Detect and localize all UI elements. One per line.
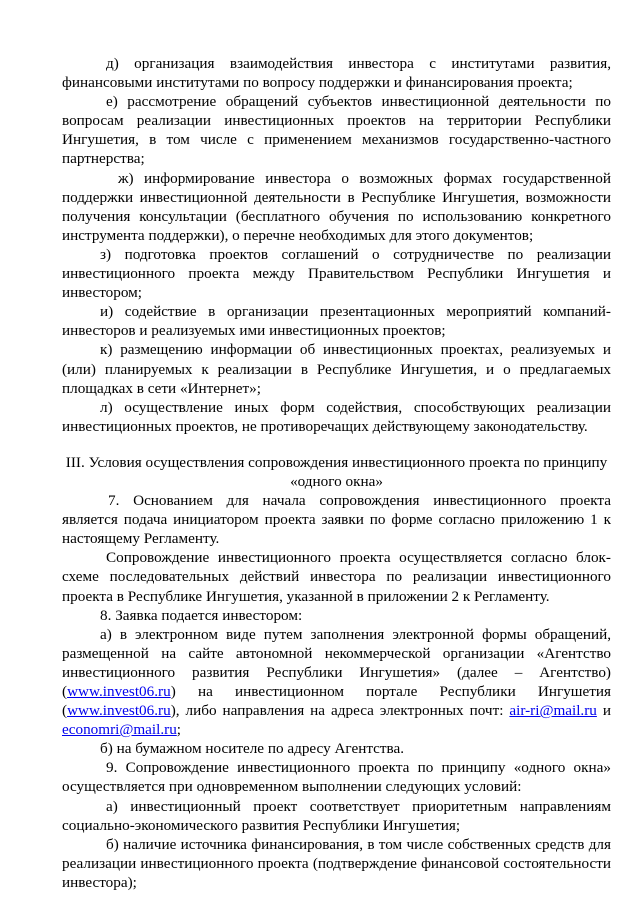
list-item-l: л) осуществление иных форм содействия, способствующих реализации инвестиционных проектов, не противоречащих действующему законодательству. bbox=[62, 398, 611, 435]
document-page bbox=[62, 54, 611, 892]
section-heading: III. Условия осуществления сопровождения инвестиционного проекта по принципу «одного окна» bbox=[65, 453, 608, 490]
paragraph-8: 8. Заявка подается инвестором: bbox=[100, 606, 303, 624]
paragraph-8a-text-3: ), либо направления на адреса электронных почт: bbox=[170, 702, 510, 720]
invest06-link-1[interactable]: www.invest06.ru bbox=[67, 683, 171, 700]
email-link-air-ri[interactable]: air-ri@mail.ru bbox=[509, 702, 597, 720]
paragraph-8a-text-5: ; bbox=[176, 721, 182, 739]
paragraph-9b: б) наличие источника финансирования, в том числе собственных средств для реализации инвестиционного проекта (подтверждение финансовой состоятельности инвестора); bbox=[62, 835, 611, 891]
list-item-i: и) содействие в организации презентационных мероприятий компаний-инвесторов и реализуемых ими инвестиционных проектов; bbox=[62, 303, 611, 340]
list-item-k: к) размещению информации об инвестиционных проектах, реализуемых и (или) планируемых к реализации в Республике Ингушетия, и о предлагаемых площадках в сети «Интернет»; bbox=[62, 341, 611, 397]
paragraph-8a-text-1: а) в электронном виде путем заполнения электронной формы обращений, размещенной на сайте автономной некоммерческой организации «Агентство инвестиционного развития Республики Ингушетия» (далее – Агентство) ( bbox=[62, 625, 611, 700]
paragraph-9: 9. Сопровождение инвестиционного проекта по принципу «одного окна» осуществляется при одновременном выполнении следующих условий: bbox=[62, 759, 611, 796]
list-item-d: д) организация взаимодействия инвестора с институтами развития, финансовыми институтами по вопросу поддержки и финансирования проекта; bbox=[62, 55, 611, 92]
list-item-e: е) рассмотрение обращений субъектов инвестиционной деятельности по вопросам реализации инвестиционных проектов на территории Республики Ингушетия, в том числе с применением механизмов государственно-частного партнерства; bbox=[62, 93, 611, 168]
paragraph-7-continued: Сопровождение инвестиционного проекта осуществляется согласно блок-схеме последовательных действий инвестора по реализации инвестиционного проекта в Республике Ингушетия, указанной в приложении 2 к Регламенту. bbox=[62, 549, 611, 605]
paragraph-9a: а) инвестиционный проект соответствует приоритетным направлениям социально-экономического развития Республики Ингушетия; bbox=[62, 797, 611, 834]
paragraph-8a bbox=[62, 625, 611, 740]
paragraph-7: 7. Основанием для начала сопровождения инвестиционного проекта является подача инициатором проекта заявки по форме согласно приложению 1 к настоящему Регламенту. bbox=[62, 492, 611, 548]
paragraph-8b: б) на бумажном носителе по адресу Агентства. bbox=[100, 740, 405, 758]
paragraph-8a-text-4: и bbox=[596, 702, 611, 720]
invest06-link-2[interactable]: www.invest06.ru bbox=[67, 702, 171, 720]
email-link-economri[interactable]: economri@mail.ru bbox=[62, 721, 177, 739]
list-item-zh: ж) информирование инвестора о возможных формах государственной поддержки инвестиционной деятельности в Республике Ингушетия, возможности получения консультации (бесплатного обучения по использованию конкретного инструмента поддержки), о перечне необходимых для этого документов; bbox=[62, 169, 611, 244]
paragraph-8a-text-2: ) на инвестиционном портале Республики Ингушетия ( bbox=[62, 683, 611, 720]
list-item-z: з) подготовка проектов соглашений о сотрудничестве по реализации инвестиционного проекта между Правительством Республики Ингушетия и инвестором; bbox=[62, 245, 611, 302]
